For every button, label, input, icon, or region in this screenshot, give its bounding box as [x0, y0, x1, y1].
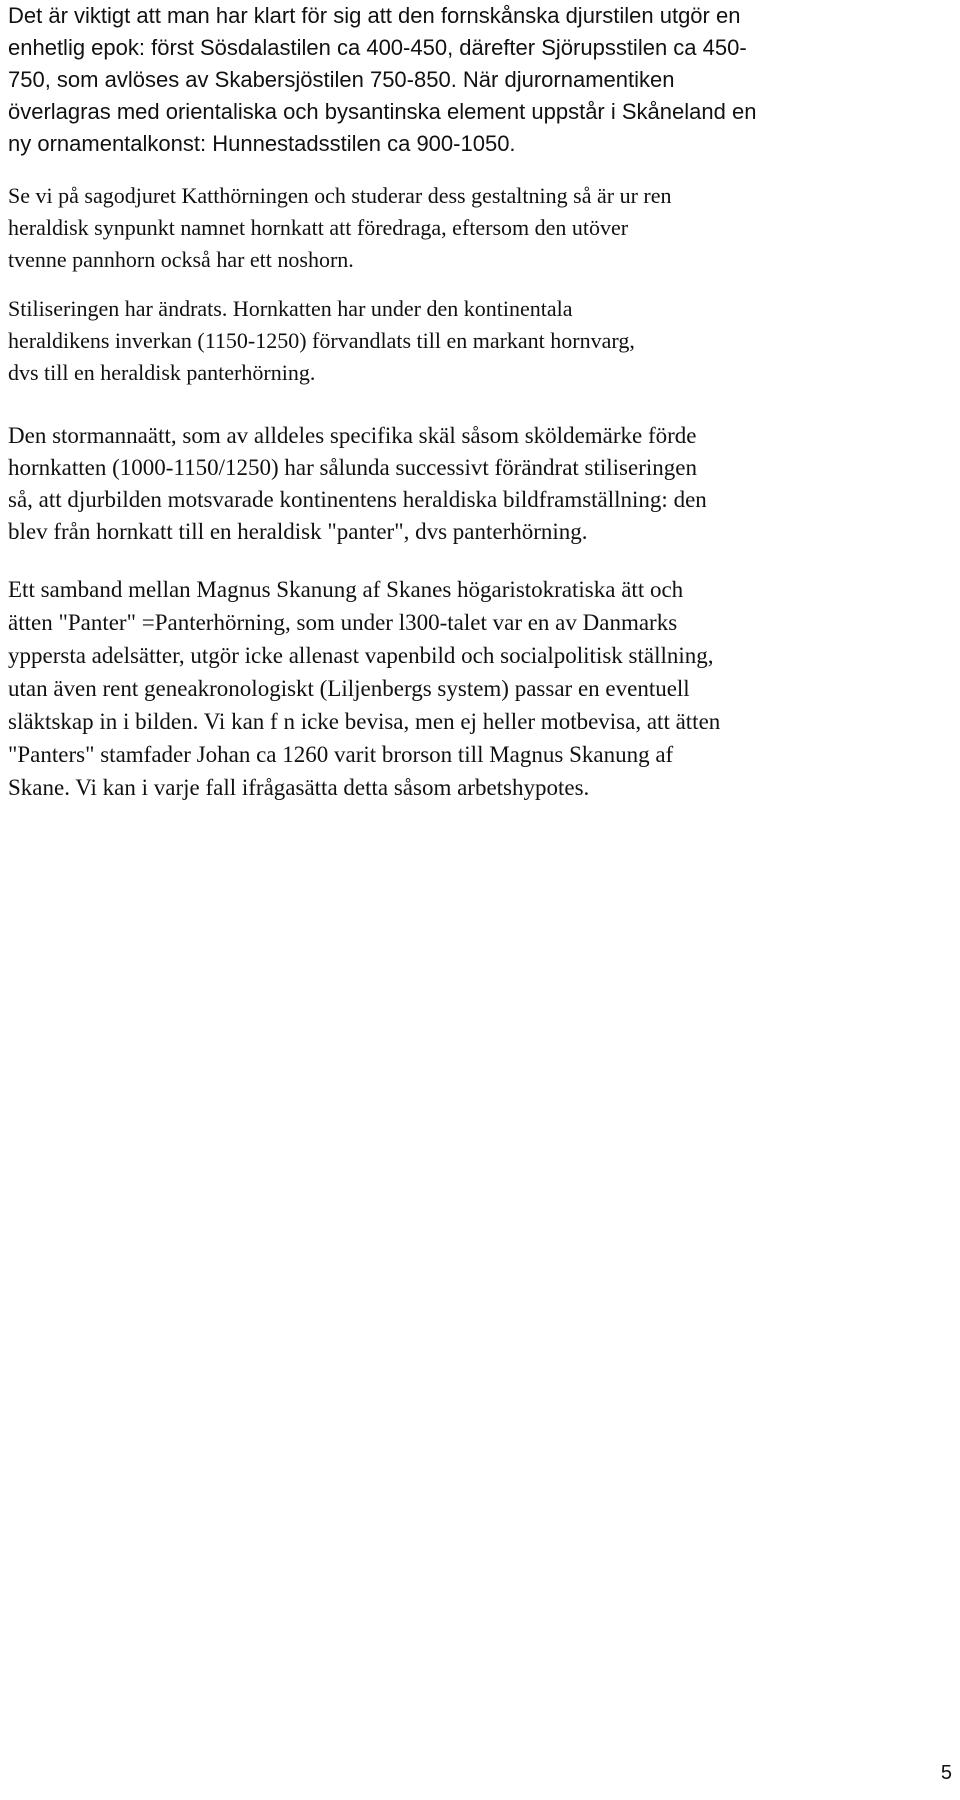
- paragraph-stiliseringen: Stiliseringen har ändrats. Hornkatten har under den kontinentala heraldikens inverkan (1150-1250) förvandlats till en markant hornvarg, dvs till en heraldisk panterhörning.: [8, 296, 635, 385]
- page-number: 5: [940, 1762, 952, 1784]
- paragraph-djurstilen: Det är viktigt att man har klart för sig att den fornskånska djurstilen utgör en enhetlig epok: först Sösdalastilen ca 400-450, därefter Sjörupsstilen ca 450- 750, som avlöses av Skabersjöstilen 750-850. När djurornamentiken överlagras med orientaliska och bysantinska element uppstår i Skåneland en ny ornamentalkonst: Hunnestadsstilen ca 900-1050.: [8, 3, 757, 156]
- paragraph-katthorningen: Se vi på sagodjuret Katthörningen och studerar dess gestaltning så är ur ren heraldisk synpunkt namnet hornkatt att föredraga, eftersom den utöver tvenne pannhorn också har ett noshorn.: [8, 183, 672, 272]
- paragraph-samband-magnus-skanung: Ett samband mellan Magnus Skanung af Skanes högaristokratiska ätt och ätten "Panter" =Panterhörning, som under l300-talet var en av Danmarks yppersta adelsätter, utgör icke allenast vapenbild och socialpolitisk ställning, utan även rent geneakronologiskt (Liljenbergs system) passar en eventuell släktskap in i bilden. Vi kan f n icke bevisa, men ej heller motbevisa, att ätten "Panters" stamfader Johan ca 1260 varit brorson till Magnus Skanung af Skane. Vi kan i varje fall ifrågasätta detta såsom arbetshypotes.: [8, 577, 721, 800]
- paragraph-stormannaatt: Den stormannaätt, som av alldeles specifika skäl såsom sköldemärke förde hornkatten (1000-1150/1250) har sålunda successivt förändrat stiliseringen så, att djurbilden motsvarade kontinentens heraldiska bildframställning: den blev från hornkatt till en heraldisk "panter", dvs panterhörning.: [8, 423, 707, 544]
